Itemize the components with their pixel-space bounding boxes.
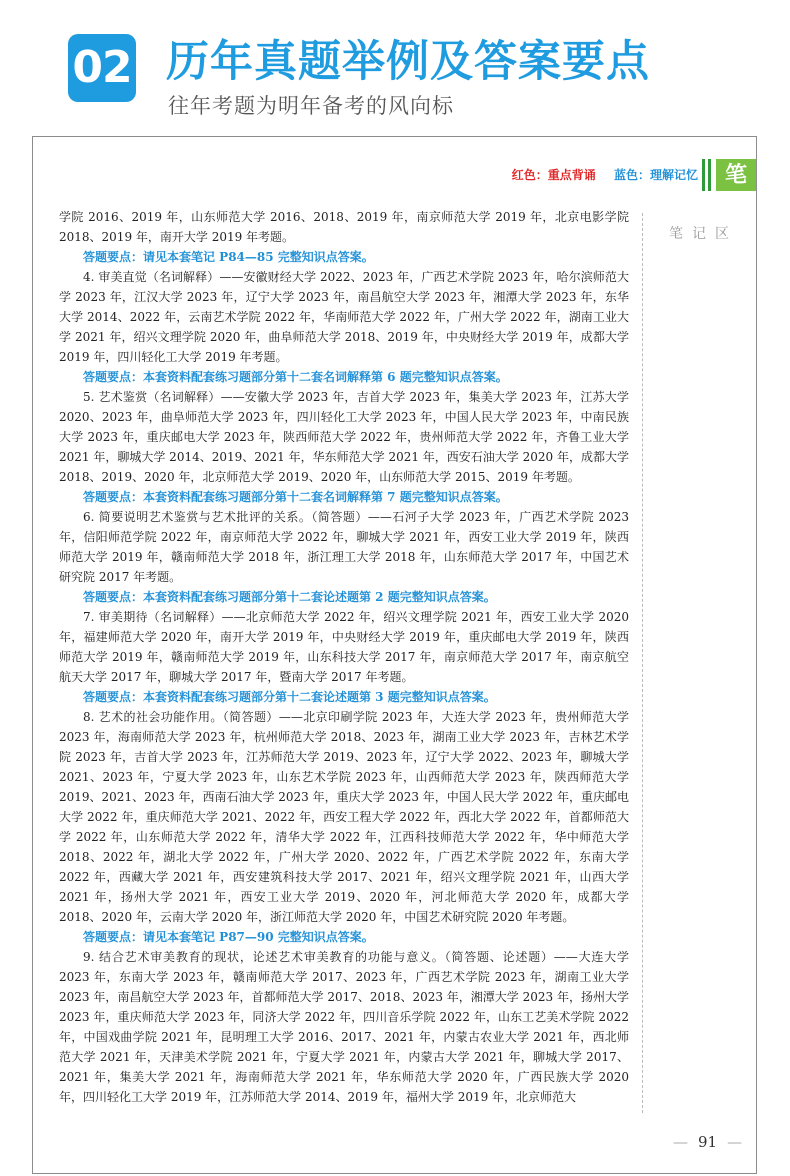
question-item: 7. 审美期待（名词解释）——北京师范大学 2022 年，绍兴文理学院 2021 年，西安工业大学 2020 年，福建师范大学 2020 年，南开大学 2019 年，中央财经大学 2019 年，重庆邮电大学 2019 年，陕西师范大学 2019 年，赣南师范大学 2019 年，山东科技大学 2017 年，南京师范大学 2017 年，南京航空航天大学 2017 年，聊城大学 2017 年，暨南大学 2017 年考题。 [59,610,629,684]
notes-logo-icon [702,159,756,191]
answer-hint: 答题要点：本套资料配套练习题部分第十二套名词解释第 7 题完整知识点答案。 [83,490,508,504]
notes-divider [642,213,644,1113]
color-legend [512,166,698,183]
section-header [0,0,790,136]
question-item: 8. 艺术的社会功能作用。（简答题）——北京印刷学院 2023 年，大连大学 2023 年，贵州师范大学 2023 年，海南师范大学 2023 年，杭州师范大学 2018、2023 年，湖南工业大学 2023 年，吉林艺术学院 2023 年，吉首大学 2023 年，江苏师范大学 2019、2023 年，辽宁大学 2022、2023 年，聊城大学 2021、2023 年，宁夏大学 2023 年，山东艺术学院 2023 年，山西师范大学 2023 年，陕西师范大学 2019、2021、2023 年，西南石油大学 2023 年，重庆大学 2023 年，中国人民大学 2022 年，重庆邮电大学 2022 年，重庆师范大学 2021、2022 年，西安工程大学 2022 年，西北大学 2022 年，首都师范大学 2022 年，山东师范大学 2022 年，清华大学 2022 年，江西科技师范大学 2022 年，华中师范大学 2018、2022 年，湖北大学 2022 年，广州大学 2020、2022 年，广西艺术学院 2022 年，东南大学 2022 年，西藏大学 2021 年，西安建筑科技大学 2017、2021 年，绍兴文理学院 2021 年，山西大学 2021 年，扬州大学 2021 年，西安工业大学 2019、2020 年，河北师范大学 2020 年，成都大学 2018、2020 年，云南大学 2020 年，浙江师范大学 2020 年，中国艺术研究院 2020 年考题。 [59,710,629,924]
section-title: 历年真题举例及答案要点 [166,37,650,87]
answer-hint: 答题要点：请见本套笔记 P87—90 完整知识点答案。 [83,930,374,944]
question-item: 6. 简要说明艺术鉴赏与艺术批评的关系。（简答题）——石河子大学 2023 年，广西艺术学院 2023 年，信阳师范学院 2022 年，南京师范大学 2022 年，聊城大学 2021 年，西安工业大学 2019 年，陕西师范大学 2019 年，赣南师范大学 2018 年，浙江理工大学 2018 年，山东师范大学 2017 年，中国艺术研究院 2017 年考题。 [59,510,629,584]
page-frame [32,136,757,1174]
question-item: 9. 结合艺术审美教育的现状，论述艺术审美教育的功能与意义。（简答题、论述题）——大连大学 2023 年，东南大学 2023 年，赣南师范大学 2017、2023 年，广西艺术学院 2023 年，湖南工业大学 2023 年，南昌航空大学 2023 年，首都师范大学 2017、2018、2023 年，湘潭大学 2023 年，扬州大学 2023 年，重庆师范大学 2023 年，同济大学 2022 年，四川音乐学院 2022 年，山东工艺美术学院 2022 年，中国戏曲学院 2021 年，昆明理工大学 2016、2017、2021 年，内蒙古农业大学 2021 年，西北师范大学 2021 年，天津美术学院 2021 年，宁夏大学 2021 年，内蒙古大学 2021 年，聊城大学 2017、2021 年，集美大学 2021 年，海南师范大学 2021 年，华东师范大学 2020 年，广西民族大学 2020 年，四川轻化工大学 2019 年，江苏师范大学 2014、2019 年，福州大学 2019 年，北京师范大 [59,950,629,1104]
section-subtitle: 往年考题为明年备考的风向标 [168,94,454,118]
answer-hint: 答题要点：本套资料配套练习题部分第十二套论述题第 3 题完整知识点答案。 [83,690,496,704]
question-item: 学院 2016、2019 年，山东师范大学 2016、2018、2019 年，南京师范大学 2019 年，北京电影学院 2018、2019 年，南开大学 2019 年考题。 [59,210,629,244]
footer-dash-right: — [727,1133,743,1151]
footer-dash-left: — [673,1133,688,1151]
question-item: 4. 审美直觉（名词解释）——安徽财经大学 2022、2023 年，广西艺术学院 2023 年，哈尔滨师范大学 2023 年，江汉大学 2023 年，辽宁大学 2023 年，南昌航空大学 2023 年，湘潭大学 2023 年，东华大学 2014、2022 年，云南艺术学院 2022 年，华南师范大学 2022 年，广州大学 2022 年，湖南工业大学 2021 年，绍兴文理学院 2020 年，曲阜师范大学 2018、2019 年，中央财经大学 2019 年，成都大学 2019 年，四川轻化工大学 2019 年考题。 [59,270,629,364]
legend-red: 红色：重点背诵 [511,168,596,182]
section-number-badge: 02 [68,34,136,102]
question-item: 5. 艺术鉴赏（名词解释）——安徽大学 2023 年，吉首大学 2023 年，集美大学 2023 年，江苏大学 2020、2023 年，曲阜师范大学 2023 年，四川轻化工大学 2023 年，中国人民大学 2023 年，中南民族大学 2023 年，重庆邮电大学 2023 年，陕西师范大学 2022 年，贵州师范大学 2022 年，齐鲁工业大学 2021 年，聊城大学 2014、2019、2021 年，华东师范大学 2021 年，西安石油大学 2020 年，成都大学 2018、2019、2020 年，北京师范大学 2019、2020 年，山东师范大学 2015、2019 年考题。 [59,390,629,484]
question-list [59,207,629,1107]
legend-blue: 蓝色：理解记忆 [613,168,698,182]
answer-hint: 答题要点：本套资料配套练习题部分第十二套论述题第 2 题完整知识点答案。 [83,590,496,604]
page-number: 91 [698,1133,718,1151]
answer-hint: 答题要点：本套资料配套练习题部分第十二套名词解释第 6 题完整知识点答案。 [83,370,508,384]
answer-hint: 答题要点：请见本套笔记 P84—85 完整知识点答案。 [83,250,374,264]
logo-glyph: 笔 [716,159,756,191]
page-footer [663,1133,752,1151]
notes-area-label: 笔记区 [669,226,738,242]
